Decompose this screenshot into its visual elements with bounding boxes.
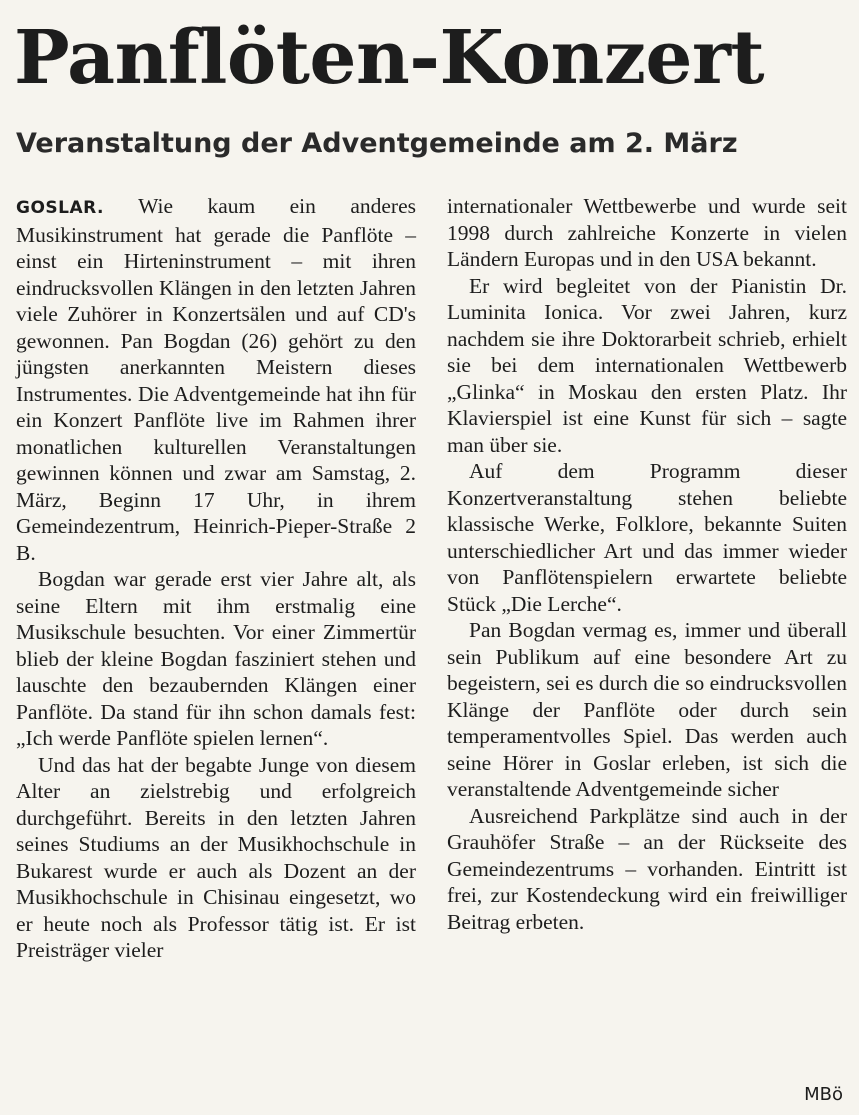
- headline: Panflöten-Konzert: [14, 15, 765, 101]
- article-column-left: [16, 193, 416, 964]
- dateline: GOSLAR.: [16, 198, 105, 218]
- article-paragraph: Er wird begleitet von der Pianistin Dr. Luminita Ionica. Vor zwei Jahren, kurz nachdem sie ihre Doktorarbeit schrieb, erhielt sie bei dem internationalen Wettbewerb „Glinka“ in Moskau den ersten Platz. Ihr Klavierspiel ist eine Kunst für sich – sagte man über sie.: [447, 273, 847, 457]
- article-paragraph: internationaler Wettbewerbe und wurde seit 1998 durch zahlreiche Konzerte in vielen Ländern Europas und in den USA bekannt.: [447, 194, 847, 271]
- article-paragraph: Auf dem Programm dieser Konzertveranstaltung stehen beliebte klassische Werke, Folklore, bekannte Suiten unterschiedlicher Art und das immer wieder von Panflötenspielern erwartete beliebte Stück „Die Lerche“.: [447, 459, 847, 616]
- article-paragraph: Bogdan war gerade erst vier Jahre alt, als seine Eltern mit ihm erstmalig eine Musikschule besuchten. Vor einer Zimmertür blieb der kleine Bogdan fasziniert stehen und lauschte den bezaubernden Klängen einer Panflöte. Da stand für ihn schon damals fest: „Ich werde Panflöte spielen lernen“.: [16, 567, 416, 750]
- article-paragraph: Ausreichend Parkplätze sind auch in der Grauhöfer Straße – an der Rückseite des Gemeindezentrums – vorhanden. Eintritt ist frei, zur Kostendeckung wird ein freiwilliger Beitrag erbeten.: [447, 803, 847, 934]
- author-initials: MBö: [804, 1084, 843, 1105]
- article-paragraph: Pan Bogdan vermag es, immer und überall sein Publikum auf eine besondere Art zu begeistern, sei es durch die so eindrucksvollen Klänge der Panflöte oder durch sein temperamentvolles Spiel. Das werden auch seine Hörer in Goslar erleben, ist sich die veranstaltende Adventgemeinde sicher: [447, 618, 847, 801]
- paragraph-text: Wie kaum ein anderes Musikinstrument hat gerade die Panflöte – einst ein Hirteninstrument – mit ihren eindrucksvollen Klängen in den letzten Jahren viele Zuhörer in Konzertsälen und auf CD's gewonnen. Pan Bogdan (26) gehört zu den jüngsten anerkannten Meistern dieses Instrumentes. Die Adventgemeinde hat ihn für ein Konzert Panflöte live im Rahmen ihrer monatlichen kulturellen Veranstaltungen gewinnen können und zwar am Samstag, 2. März, Beginn 17 Uhr, in ihrem Gemeindezentrum, Heinrich-Pieper-Straße 2 B.: [16, 194, 416, 565]
- subtitle: Veranstaltung der Adventgemeinde am 2. März: [16, 128, 738, 159]
- article-paragraph: [16, 193, 416, 566]
- article-paragraph: Und das hat der begabte Junge von diesem Alter an zielstrebig und erfolgreich durchgeführt. Bereits in den letzten Jahren seines Studiums an der Musikhochschule in Bukarest wurde er auch als Dozent an der Musikhochschule in Chisinau eingesetzt, wo er heute noch als Professor tätig ist. Er ist Preisträger vieler: [16, 752, 416, 962]
- article-column-right: [447, 193, 847, 935]
